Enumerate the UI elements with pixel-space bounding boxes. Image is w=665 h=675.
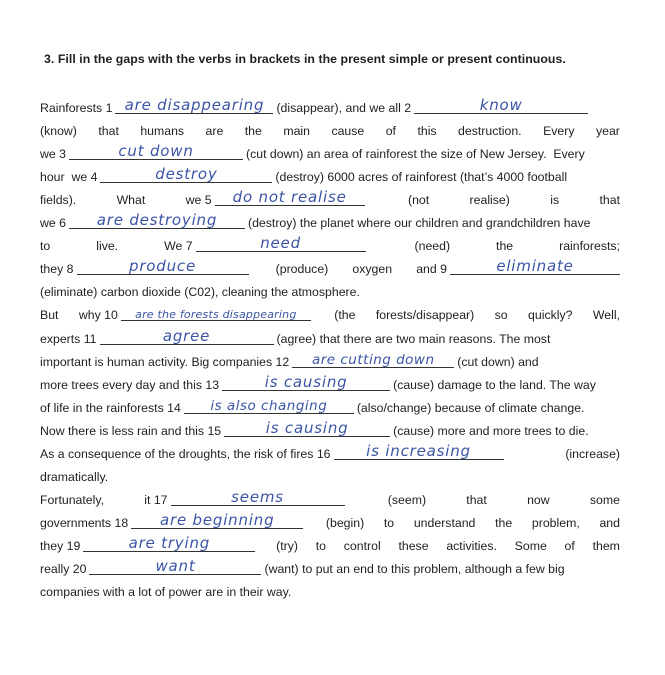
- text-segment: destruction.: [458, 124, 522, 138]
- text-segment: rainforests;: [559, 239, 620, 253]
- text-group: [416, 256, 620, 277]
- text-group: [40, 441, 507, 462]
- text-segment: year: [595, 124, 620, 138]
- answer-14: is also changing: [210, 398, 328, 414]
- text-line: [40, 278, 620, 300]
- text-segment: (not: [407, 193, 430, 207]
- answer-blank-11[interactable]: [100, 326, 274, 345]
- answer-6: are destroying: [96, 211, 218, 229]
- answer-blank-14[interactable]: [184, 395, 354, 414]
- text-segment: Some: [514, 539, 547, 553]
- text-segment: oxygen: [352, 262, 393, 276]
- text-group: [186, 187, 368, 208]
- answer-18: are beginning: [159, 511, 275, 529]
- text-group: [40, 510, 306, 531]
- text-segment: we 6: [40, 216, 66, 230]
- text-line: [40, 417, 620, 439]
- answer-blank-16[interactable]: [334, 441, 504, 460]
- answer-blank-1[interactable]: [115, 95, 273, 114]
- text-segment: dramatically.: [40, 470, 109, 484]
- text-line: [40, 509, 620, 531]
- answer-5: do not realise: [232, 188, 347, 206]
- text-segment: (increase): [565, 447, 620, 461]
- text-line: [40, 140, 620, 162]
- answer-blank-20[interactable]: [89, 556, 261, 575]
- text-line: [40, 94, 620, 116]
- text-group: [79, 302, 314, 323]
- text-segment: (begin): [325, 516, 365, 530]
- answer-blank-15[interactable]: [224, 418, 390, 437]
- text-segment: we 3: [40, 147, 66, 161]
- text-segment: them: [592, 539, 620, 553]
- text-group: [40, 256, 252, 277]
- text-segment: it 17: [144, 493, 168, 507]
- answer-20: want: [155, 557, 196, 575]
- text-segment: some: [589, 493, 620, 507]
- answer-blank-17[interactable]: [171, 487, 345, 506]
- text-segment: are: [205, 124, 224, 138]
- text-segment: (also/change) because of climate change.: [356, 401, 585, 415]
- text-line: [40, 163, 620, 185]
- text-segment: Well,: [592, 308, 620, 322]
- text-line: [40, 209, 620, 231]
- text-segment: companies with a lot of power are in their way.: [40, 585, 292, 599]
- answer-2: know: [479, 96, 523, 114]
- text-segment: (cut down) and: [457, 355, 539, 369]
- text-segment: forests/disappear): [375, 308, 475, 322]
- text-segment: (disappear), and we all 2: [276, 101, 412, 115]
- text-segment: (destroy) the planet where our children and grandchildren have: [247, 216, 591, 230]
- text-line: [40, 440, 620, 462]
- text-segment: (want) to put an end to this problem, although a few big: [264, 562, 565, 576]
- text-line: [40, 186, 620, 208]
- text-segment: is: [550, 193, 560, 207]
- answer-blank-3[interactable]: [69, 141, 243, 160]
- text-segment: the: [496, 239, 514, 253]
- text-segment: the: [244, 124, 262, 138]
- text-segment: of life in the rainforests 14: [40, 401, 181, 415]
- text-line: [40, 532, 620, 554]
- text-group: [144, 487, 347, 508]
- answer-blank-19[interactable]: [83, 533, 255, 552]
- answer-12: are cutting down: [311, 352, 435, 368]
- answer-10: are the forests disappearing: [135, 308, 297, 321]
- text-segment: Now there is less rain and this 15: [40, 424, 222, 438]
- answer-8: produce: [129, 257, 196, 275]
- text-segment: the: [495, 516, 513, 530]
- text-line: [40, 301, 620, 323]
- answer-blank-10[interactable]: [121, 302, 311, 321]
- text-segment: more trees every day and this 13: [40, 378, 220, 392]
- answer-13: is causing: [264, 373, 348, 391]
- answer-3: cut down: [118, 142, 194, 160]
- answer-blank-13[interactable]: [222, 372, 390, 391]
- text-line: [40, 325, 620, 347]
- answer-17: seems: [231, 488, 284, 506]
- answer-16: is increasing: [366, 442, 471, 460]
- text-line: [40, 578, 620, 600]
- answer-blank-4[interactable]: [100, 164, 272, 183]
- text-segment: quickly?: [528, 308, 573, 322]
- text-segment: experts 11: [40, 332, 97, 346]
- answer-7: need: [260, 234, 301, 252]
- text-segment: these: [398, 539, 429, 553]
- text-segment: hour we 4: [40, 170, 98, 184]
- text-segment: fields).: [40, 193, 77, 207]
- answer-19: are trying: [128, 534, 211, 552]
- answer-blank-2[interactable]: [414, 95, 588, 114]
- text-segment: of: [564, 539, 575, 553]
- text-segment: and 9: [416, 262, 447, 276]
- text-segment: main: [283, 124, 310, 138]
- text-group: [164, 233, 368, 254]
- text-segment: (destroy) 6000 acres of rainforest (that’s 4000 football: [275, 170, 568, 184]
- text-segment: (know): [40, 124, 77, 138]
- text-line: [40, 486, 620, 508]
- answer-11: agree: [162, 327, 211, 345]
- text-segment: now: [527, 493, 550, 507]
- text-segment: why 10: [78, 308, 118, 322]
- text-segment: cause: [331, 124, 365, 138]
- text-segment: that: [466, 493, 487, 507]
- text-segment: of: [385, 124, 396, 138]
- answer-blank-7[interactable]: [196, 233, 366, 252]
- answer-blank-6[interactable]: [69, 210, 245, 229]
- text-segment: to: [315, 539, 326, 553]
- text-group: [40, 533, 258, 554]
- text-line: [40, 232, 620, 254]
- answer-blank-12[interactable]: [292, 349, 454, 368]
- text-segment: governments 18: [40, 516, 129, 530]
- text-segment: But: [40, 308, 59, 322]
- text-segment: (eliminate) carbon dioxide (C02), cleaning the atmosphere.: [40, 285, 360, 299]
- exercise-heading: 3. Fill in the gaps with the verbs in brackets in the present simple or present continuous.: [44, 52, 566, 66]
- answer-blank-5[interactable]: [215, 187, 365, 206]
- text-line: [40, 555, 620, 577]
- text-segment: (produce): [275, 262, 329, 276]
- text-segment: Rainforests 1: [40, 101, 113, 115]
- text-segment: important is human activity. Big companies 12: [40, 355, 290, 369]
- text-segment: (cause) more and more trees to die.: [393, 424, 589, 438]
- text-line: [40, 394, 620, 416]
- text-segment: We 7: [164, 239, 193, 253]
- text-segment: live.: [96, 239, 119, 253]
- text-segment: to: [40, 239, 51, 253]
- text-segment: problem,: [531, 516, 580, 530]
- answer-4: destroy: [155, 165, 218, 183]
- text-segment: so: [494, 308, 508, 322]
- text-segment: realise): [469, 193, 510, 207]
- answer-blank-8[interactable]: [77, 256, 249, 275]
- text-segment: control: [343, 539, 381, 553]
- text-segment: (seem): [387, 493, 427, 507]
- text-segment: (the: [334, 308, 356, 322]
- text-segment: they 19: [40, 539, 81, 553]
- text-segment: (cut down) an area of rainforest the size of New Jersey. Every: [245, 147, 585, 161]
- text-segment: that: [599, 193, 620, 207]
- answer-9: eliminate: [496, 257, 574, 275]
- text-segment: Every: [543, 124, 575, 138]
- text-segment: (need): [414, 239, 451, 253]
- text-segment: to: [383, 516, 395, 530]
- text-line: [40, 463, 620, 485]
- text-segment: really 20: [40, 562, 87, 576]
- text-line: [40, 348, 620, 370]
- answer-1: are disappearing: [124, 96, 265, 114]
- text-segment: humans: [140, 124, 185, 138]
- text-segment: Fortunately,: [40, 493, 105, 507]
- text-line: [40, 371, 620, 393]
- answer-blank-18[interactable]: [131, 510, 303, 529]
- text-segment: they 8: [40, 262, 74, 276]
- text-segment: and: [599, 516, 620, 530]
- text-segment: that: [98, 124, 119, 138]
- text-segment: (agree) that there are two main reasons. The most: [276, 332, 551, 346]
- text-segment: What: [116, 193, 146, 207]
- text-segment: (try): [276, 539, 298, 553]
- answer-15: is causing: [265, 419, 349, 437]
- text-line: [40, 255, 620, 277]
- text-line: [40, 117, 620, 139]
- text-segment: this: [417, 124, 437, 138]
- text-segment: activities.: [446, 539, 497, 553]
- text-segment: we 5: [185, 193, 212, 207]
- text-segment: understand: [413, 516, 476, 530]
- text-segment: As a consequence of the droughts, the risk of fires 16: [40, 447, 331, 461]
- text-segment: (cause) damage to the land. The way: [393, 378, 596, 392]
- answer-blank-9[interactable]: [450, 256, 620, 275]
